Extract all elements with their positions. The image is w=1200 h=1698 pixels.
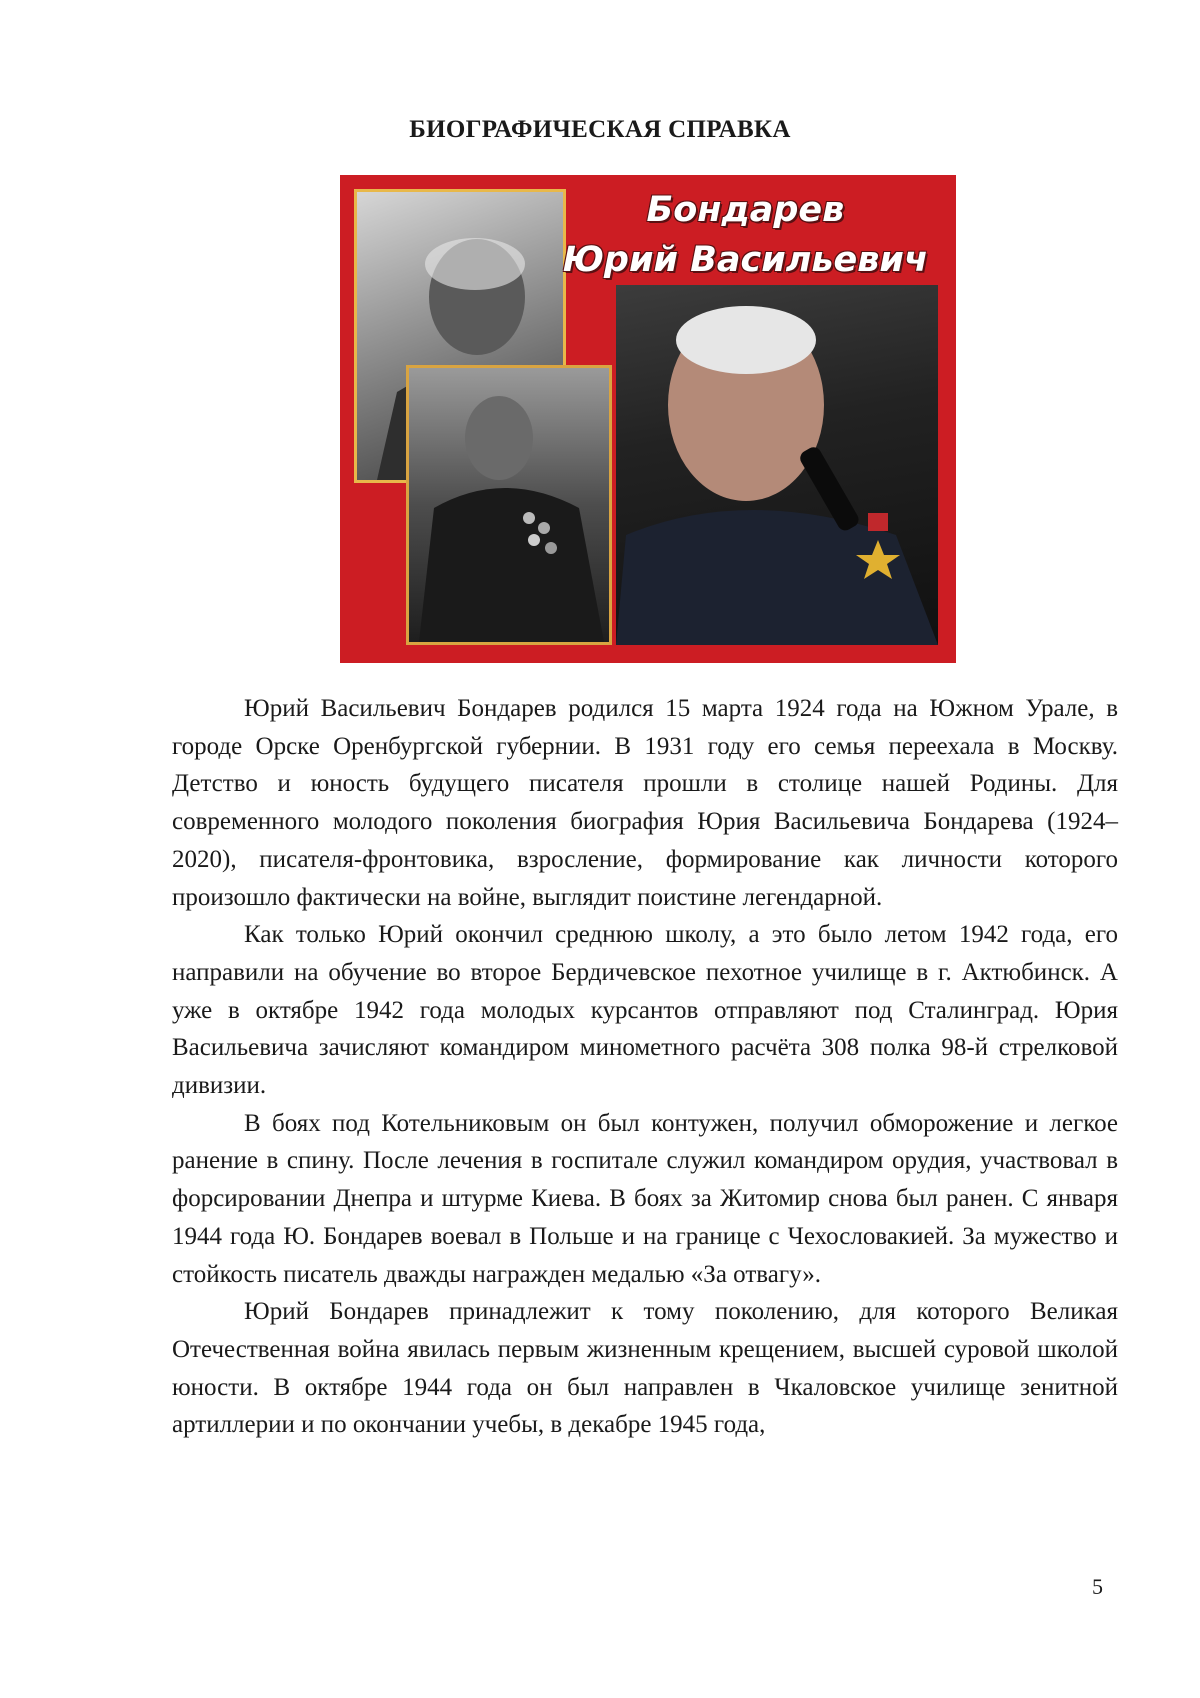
portrait-silhouette-3 — [616, 285, 938, 645]
page-title: БИОГРАФИЧЕСКАЯ СПРАВКА — [409, 116, 791, 143]
portrait-silhouette-2 — [409, 368, 609, 642]
portrait-photo-elderly-microphone — [616, 285, 938, 645]
biography-banner — [340, 175, 956, 663]
banner-name — [563, 185, 928, 285]
portrait-photo-uniform-medals — [406, 365, 612, 645]
paragraph: Как только Юрий окончил среднюю школу, а это было летом 1942 года, его направили на обучение во второе Бердичевское пехотное училище в г. Актюбинск. А уже в октябре 1942 года молодых курсантов отправляют под Сталинград. Юрия Васильевича зачисляют командиром минометного расчёта 308 полка 98-й стрелковой дивизии. — [172, 921, 1118, 1100]
biography-text — [172, 690, 1118, 1444]
paragraph: Юрий Бондарев принадлежит к тому поколению, для которого Великая Отечественная война явилась первым жизненным крещением, высшей суровой школой юности. В октябре 1944 года он был направлен в Чкаловское училище зенитной артиллерии и по окончании учебы, в декабре 1945 года, — [172, 1298, 1118, 1439]
banner-given-names: Юрий Васильевич — [562, 240, 928, 280]
page-number: 5 — [1092, 1574, 1103, 1599]
paragraph: Юрий Васильевич Бондарев родился 15 марта 1924 года на Южном Урале, в городе Орске Оренбургской губернии. В 1931 году его семья переехала в Москву. Детство и юность будущего писателя прошли в столице нашей Родины. Для современного молодого поколения биография Юрия Васильевича Бондарева (1924–2020), писателя-фронтовика, взросление, формирование как личности которого произошло фактически на войне, выглядит поистине легендарной. — [172, 695, 1118, 911]
banner-surname: Бондарев — [646, 190, 845, 230]
paragraph: В боях под Котельниковым он был контужен, получил обморожение и легкое ранение в спину. После лечения в госпитале служил командиром орудия, участвовал в форсировании Днепра и штурме Киева. В боях за Житомир снова был ранен. С января 1944 года Ю. Бондарев воевал в Польше и на границе с Чехословакией. За мужество и стойкость писатель дважды награжден медалью «За отвагу». — [172, 1109, 1118, 1288]
